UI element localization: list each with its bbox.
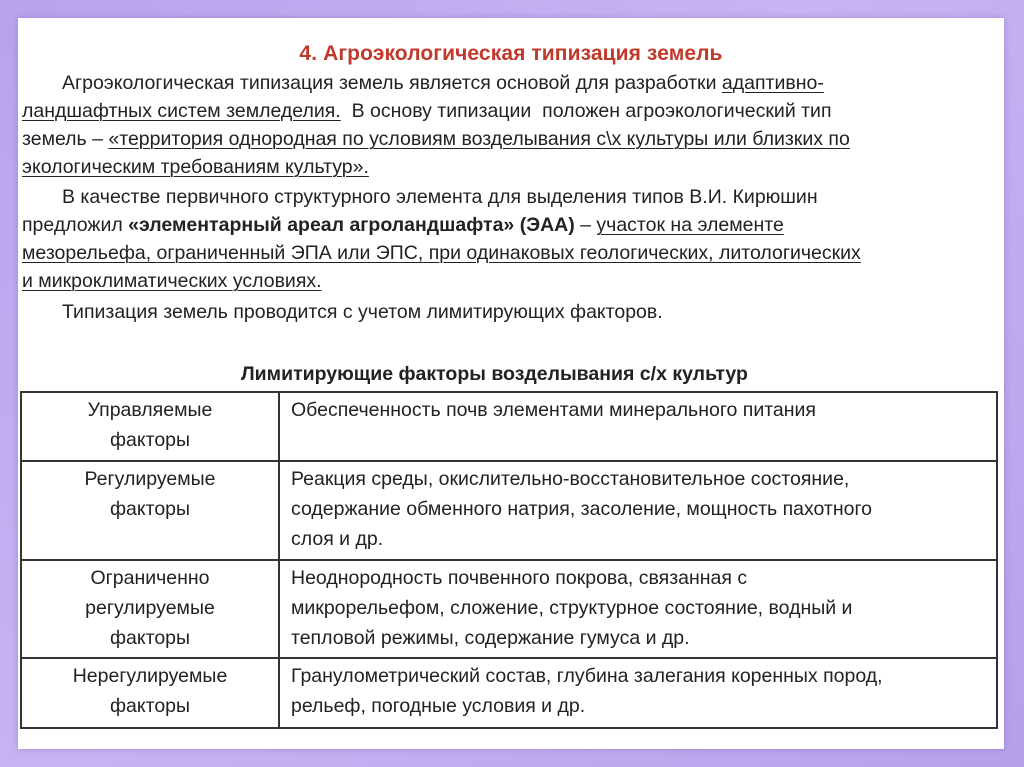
factor-category-cell: Управляемые факторы [21, 392, 279, 461]
factor-description-cell: Неоднородность почвенного покрова, связанная с микрорельефом, сложение, структурное состояние, водный и тепловой режимы, содержание гумуса и др. [279, 560, 997, 658]
factor-description-cell: Гранулометрический состав, глубина залегания коренных пород, рельеф, погодные условия и др. [279, 658, 997, 728]
table-row [21, 560, 997, 658]
paragraph-1-line-1: Агроэкологическая типизация земель является основой для разработки адаптивно- [62, 72, 824, 94]
paragraph-3-line-1: Типизация земель проводится с учетом лимитирующих факторов. [62, 301, 663, 323]
factor-category-cell: Ограниченно регулируемые факторы [21, 560, 279, 658]
paragraph-2-line-4: и микроклиматических условиях. [22, 270, 322, 292]
factor-category-cell: Нерегулируемые факторы [21, 658, 279, 728]
slide [18, 18, 1004, 749]
paragraph-2-line-1: В качестве первичного структурного элемента для выделения типов В.И. Кирюшин [62, 186, 818, 208]
factor-description-cell: Обеспеченность почв элементами минерального питания [279, 392, 997, 461]
paragraph-1-line-3: земель – «территория однородная по условиям возделывания с\х культуры или близких по [22, 128, 850, 150]
paragraph-2-line-2: предложил «элементарный ареал агроландшафта» (ЭАА) – участок на элементе [22, 214, 784, 236]
table-row [21, 392, 997, 461]
limiting-factors-table [20, 391, 998, 729]
table-row [21, 658, 997, 728]
paragraph-2-line-3: мезорельефа, ограниченный ЭПА или ЭПС, при одинаковых геологических, литологических [22, 242, 861, 264]
factor-category-cell: Регулируемые факторы [21, 461, 279, 560]
paragraph-1-line-4: экологическим требованиям культур». [22, 156, 369, 178]
paragraph-1-line-2: ландшафтных систем земледелия. В основу типизации положен агроэкологический тип [22, 100, 832, 122]
table-caption: Лимитирующие факторы возделывания с/х культур [241, 363, 748, 385]
factor-description-cell: Реакция среды, окислительно-восстановительное состояние, содержание обменного натрия, засоление, мощность пахотного слоя и др. [279, 461, 997, 560]
table-row [21, 461, 997, 560]
slide-title: 4. Агроэкологическая типизация земель [299, 42, 723, 65]
